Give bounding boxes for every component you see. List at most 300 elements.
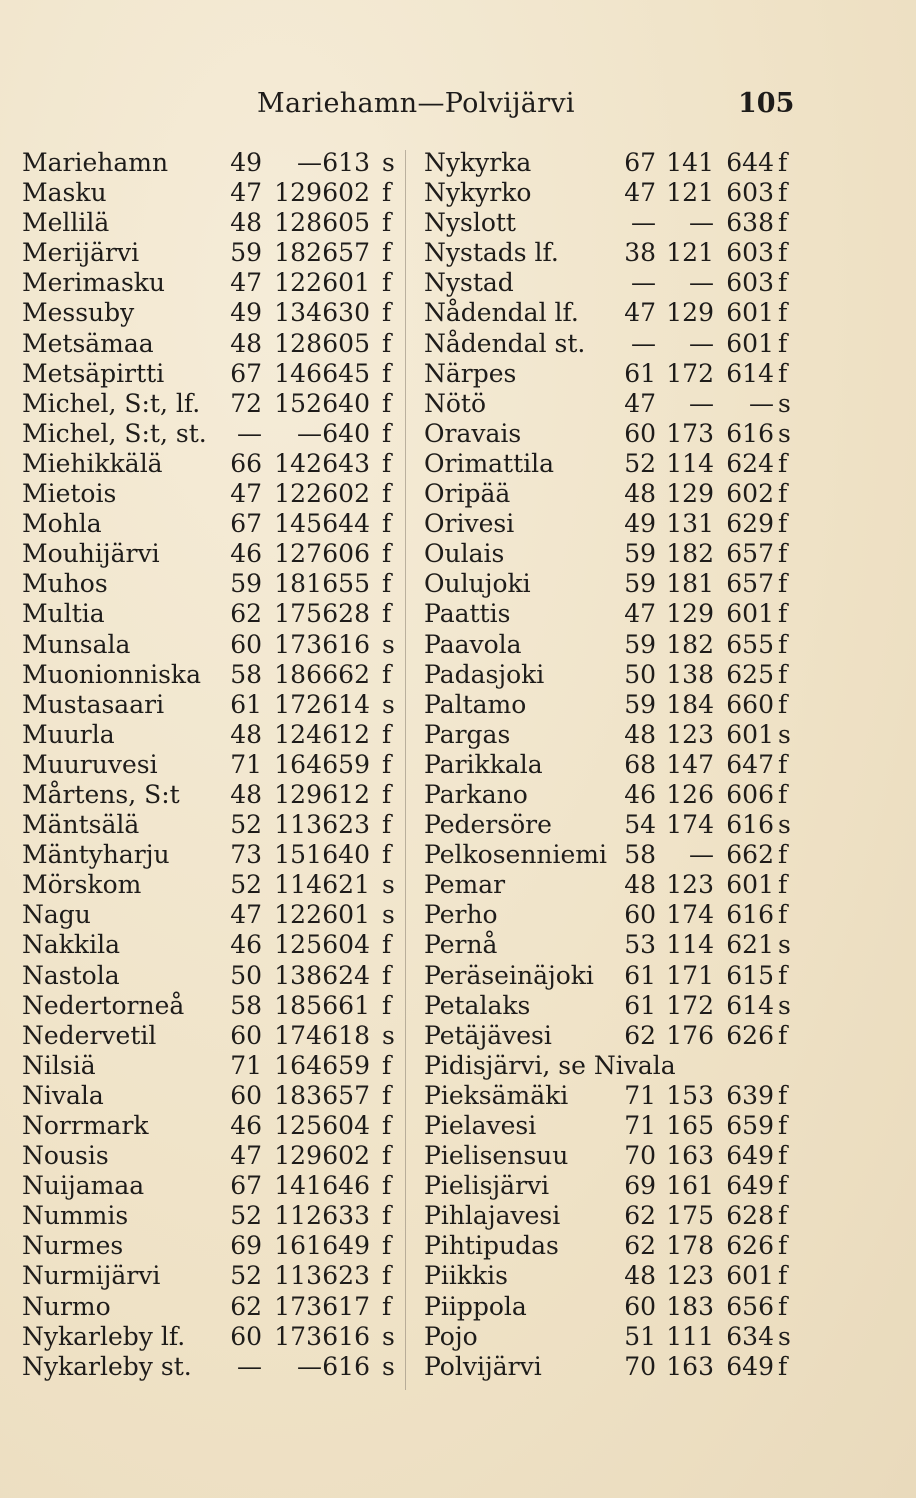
value-b: 113 [274,810,322,840]
place-name: Mariehamn [22,148,169,177]
value-a: 60 [230,1020,262,1050]
value-b: 176 [666,1020,714,1050]
value-c: 643 [322,448,370,478]
page-title: Mariehamn—Polvijärvi [257,88,575,119]
value-d: f [382,448,392,478]
value-b: 164 [274,1050,322,1080]
value-b: 163 [666,1351,714,1381]
value-d: f [382,418,392,448]
value-b: 141 [666,148,714,177]
value-c: 655 [726,629,774,659]
place-name: Petalaks [424,990,531,1020]
value-b: 138 [666,659,714,689]
value-c: 634 [726,1321,774,1351]
value-b: 113 [274,1261,322,1291]
value-a: 62 [624,1231,656,1261]
value-b: 181 [274,569,322,599]
value-c: 621 [726,930,774,960]
place-name: Paattis [424,599,511,629]
value-d: f [778,1291,788,1321]
place-name: Mäntsälä [22,810,140,840]
value-c: 601 [726,870,774,900]
value-a: — [631,208,656,238]
value-d: f [382,268,392,298]
value-c: 617 [322,1291,370,1321]
place-name: Mouhijärvi [22,539,160,569]
value-c: 616 [726,418,774,448]
value-d: s [778,418,791,448]
place-name: Nilsiä [22,1050,96,1080]
value-b: 121 [666,178,714,208]
place-name: Pelkosenniemi [424,840,608,870]
value-d: f [778,1171,788,1201]
value-c: 649 [726,1171,774,1201]
value-c: 616 [726,900,774,930]
value-c: 602 [322,178,370,208]
value-c: 601 [322,900,370,930]
page-header [0,88,916,128]
value-a: 59 [230,238,262,268]
value-a: 59 [624,569,656,599]
value-b: 125 [274,930,322,960]
value-d: f [382,1261,392,1291]
value-d: f [382,1141,392,1171]
value-a: — [631,328,656,358]
value-c: 644 [726,148,774,177]
value-d: f [382,298,392,328]
value-c: 601 [726,599,774,629]
value-a: 50 [230,960,262,990]
value-b: 183 [666,1291,714,1321]
value-a: 60 [230,1080,262,1110]
place-name: Nivala [22,1080,104,1110]
place-name: Pemar [424,870,506,900]
value-b: 184 [666,689,714,719]
value-b: 173 [666,418,714,448]
value-a: 47 [230,1141,262,1171]
value-d: f [778,1231,788,1261]
place-name: Mörskom [22,870,142,900]
value-d: f [778,900,788,930]
place-name: Messuby [22,298,135,328]
value-c: 615 [726,960,774,990]
value-b: 134 [274,298,322,328]
value-b: 147 [666,749,714,779]
value-d: s [778,990,791,1020]
value-c: 655 [322,569,370,599]
value-d: f [778,1141,788,1171]
value-c: 601 [726,298,774,328]
value-b: 163 [666,1141,714,1171]
value-b: — [689,208,714,238]
value-d: s [382,870,395,900]
place-name: Paavola [424,629,522,659]
value-b: 182 [666,539,714,569]
place-name: Oulais [424,539,505,569]
value-c: 604 [322,1111,370,1140]
value-b: 122 [274,900,322,930]
value-b: 127 [274,539,322,569]
place-name: Nykarleby st. [22,1351,192,1381]
value-a: 47 [624,298,656,328]
value-b: 186 [274,659,322,689]
place-name: Piippola [424,1291,527,1321]
place-name: Oulujoki [424,569,531,599]
value-d: f [778,208,788,238]
value-b: 141 [274,1171,322,1201]
value-a: — [237,1351,262,1381]
place-name: Pargas [424,719,511,749]
value-d: f [778,238,788,268]
value-c: 624 [726,448,774,478]
value-d: s [778,810,791,840]
value-a: 69 [230,1231,262,1261]
value-c: 626 [726,1231,774,1261]
value-c: 612 [322,779,370,809]
value-a: 60 [230,629,262,659]
value-b: — [689,840,714,870]
value-a: 71 [230,749,262,779]
value-c: 612 [322,719,370,749]
place-name: Michel, S:t, st. [22,418,207,448]
place-name: Miehikkälä [22,448,163,478]
value-a: 52 [230,810,262,840]
value-a: 48 [230,719,262,749]
place-name: Nedervetil [22,1020,157,1050]
place-name: Perho [424,900,498,930]
value-a: 47 [230,479,262,509]
place-name: Norrmark [22,1111,149,1140]
value-d: f [382,1111,392,1140]
value-d: f [382,749,392,779]
place-name: Nastola [22,960,120,990]
value-a: 60 [624,900,656,930]
value-a: 60 [624,418,656,448]
value-d: f [382,1231,392,1261]
place-name: Polvijärvi [424,1351,542,1381]
value-c: 640 [322,418,370,448]
value-b: 123 [666,1261,714,1291]
value-b: — [689,328,714,358]
value-d: f [382,328,392,358]
value-b: 129 [666,599,714,629]
value-c: 628 [322,599,370,629]
value-b: 129 [274,779,322,809]
value-a: 48 [230,328,262,358]
value-c: 605 [322,208,370,238]
value-b: 161 [666,1171,714,1201]
value-c: 662 [322,659,370,689]
value-b: 124 [274,719,322,749]
value-c: 601 [726,719,774,749]
value-a: 58 [230,659,262,689]
value-d: s [382,629,395,659]
value-d: f [382,1050,392,1080]
place-name: Metsämaa [22,328,154,358]
place-name: Nykarleby lf. [22,1321,186,1351]
value-d: f [778,749,788,779]
place-name: Nousis [22,1141,109,1171]
place-name: Metsäpirtti [22,358,165,388]
value-d: f [778,870,788,900]
column-divider [405,150,406,1390]
place-name: Oravais [424,418,522,448]
value-b: 161 [274,1231,322,1261]
value-c: 647 [726,749,774,779]
value-a: 71 [624,1111,656,1140]
value-d: s [382,900,395,930]
value-c: 606 [322,539,370,569]
value-c: 656 [726,1291,774,1321]
value-b: 173 [274,1321,322,1351]
value-a: 58 [624,840,656,870]
value-b: 173 [274,1291,322,1321]
value-c: 659 [726,1111,774,1140]
value-c: 602 [726,479,774,509]
value-d: f [778,358,788,388]
place-name: Pihlajavesi [424,1201,561,1231]
value-d: f [778,479,788,509]
value-a: — [631,268,656,298]
place-name: Mårtens, S:t [22,779,180,809]
value-c: 657 [726,539,774,569]
place-name: Parikkala [424,749,543,779]
value-a: 48 [624,870,656,900]
value-a: 67 [230,509,262,539]
value-d: f [382,930,392,960]
value-d: f [382,509,392,539]
value-d: f [778,569,788,599]
value-a: 60 [624,1291,656,1321]
value-a: 49 [230,148,262,177]
value-d: f [778,1080,788,1110]
place-name: Padasjoki [424,659,545,689]
value-a: 48 [624,1261,656,1291]
value-d: s [778,388,791,418]
place-name: Michel, S:t, lf. [22,388,201,418]
place-name: Nakkila [22,930,120,960]
value-b: 182 [666,629,714,659]
value-c: 613 [322,148,370,177]
place-name: Merimasku [22,268,166,298]
value-b: 129 [274,178,322,208]
place-name: Nummis [22,1201,129,1231]
value-c: 644 [322,509,370,539]
place-name: Muhos [22,569,108,599]
value-a: 47 [624,388,656,418]
value-a: 49 [624,509,656,539]
value-a: 69 [624,1171,656,1201]
value-c: 659 [322,749,370,779]
value-b: 128 [274,208,322,238]
value-c: 601 [322,268,370,298]
value-d: f [778,840,788,870]
value-b: 175 [666,1201,714,1231]
value-a: 59 [624,689,656,719]
value-a: 48 [624,719,656,749]
place-name: Mellilä [22,208,110,238]
value-b: 114 [666,930,714,960]
value-b: 128 [274,328,322,358]
place-name: Nedertorneå [22,990,185,1020]
value-d: f [382,569,392,599]
value-b: 112 [274,1201,322,1231]
value-c: 605 [322,328,370,358]
value-a: 52 [230,870,262,900]
value-b: 121 [666,238,714,268]
place-name: Nådendal st. [424,328,586,358]
value-d: f [778,1261,788,1291]
value-a: 46 [230,930,262,960]
value-a: 47 [624,599,656,629]
value-c: 616 [726,810,774,840]
value-d: f [382,840,392,870]
value-c: 660 [726,689,774,719]
place-name: Masku [22,178,107,208]
value-c: 640 [322,840,370,870]
value-d: f [382,1201,392,1231]
value-d: f [778,148,788,177]
place-name: Parkano [424,779,528,809]
value-a: 52 [230,1261,262,1291]
place-name: Petäjävesi [424,1020,552,1050]
place-name: Pielisjärvi [424,1171,550,1201]
place-name: Nötö [424,388,487,418]
value-a: 47 [230,268,262,298]
value-d: s [382,148,395,177]
place-name: Orimattila [424,448,555,478]
value-b: 126 [666,779,714,809]
value-d: f [778,539,788,569]
value-d: f [382,1080,392,1110]
value-a: 60 [230,1321,262,1351]
value-d: f [778,1351,788,1381]
value-d: f [778,509,788,539]
place-name: Paltamo [424,689,527,719]
value-b: 183 [274,1080,322,1110]
value-d: f [382,238,392,268]
place-name: Närpes [424,358,517,388]
value-c: 640 [322,388,370,418]
value-b: 129 [666,479,714,509]
value-c: 645 [322,358,370,388]
place-name: Pedersöre [424,810,552,840]
value-c: 649 [726,1141,774,1171]
value-b: 123 [666,719,714,749]
place-name: Nådendal lf. [424,298,579,328]
place-name: Mietois [22,479,117,509]
value-b: 152 [274,388,322,418]
place-name: Munsala [22,629,131,659]
value-b: 171 [666,960,714,990]
value-b: 146 [274,358,322,388]
value-c: 601 [726,1261,774,1291]
value-c: 626 [726,1020,774,1050]
value-b: 129 [666,298,714,328]
value-a: 48 [624,479,656,509]
value-d: f [382,178,392,208]
value-c: 649 [322,1231,370,1261]
place-name: Muuruvesi [22,749,158,779]
place-name: Nystads lf. [424,238,559,268]
value-a: 66 [230,448,262,478]
value-c: 624 [322,960,370,990]
value-b: — [297,1351,322,1381]
value-c: 602 [322,1141,370,1171]
value-b: 111 [666,1321,714,1351]
value-d: f [778,960,788,990]
place-name: Nykyrka [424,148,532,177]
place-name: Merijärvi [22,238,140,268]
value-c: 616 [322,1321,370,1351]
value-a: 59 [230,569,262,599]
value-d: s [382,689,395,719]
place-name: Peräseinäjoki [424,960,594,990]
value-a: 46 [230,1111,262,1140]
value-c: 603 [726,238,774,268]
value-b: 165 [666,1111,714,1140]
value-c: 616 [322,1351,370,1381]
value-c: 639 [726,1080,774,1110]
value-c: 621 [322,870,370,900]
value-b: 174 [274,1020,322,1050]
value-c: 601 [726,328,774,358]
value-c: 638 [726,208,774,238]
value-d: s [778,1321,791,1351]
place-name: Multia [22,599,105,629]
value-d: f [778,1020,788,1050]
value-a: 61 [624,960,656,990]
place-name: Nyslott [424,208,516,238]
value-b: 172 [274,689,322,719]
value-b: 182 [274,238,322,268]
value-c: 633 [322,1201,370,1231]
value-a: 61 [624,990,656,1020]
value-d: f [778,779,788,809]
value-a: 47 [230,900,262,930]
value-b: 122 [274,479,322,509]
value-b: — [297,418,322,448]
place-name: Muurla [22,719,115,749]
value-a: 62 [624,1201,656,1231]
place-name: Oripää [424,479,511,509]
value-a: 62 [230,599,262,629]
value-d: f [382,358,392,388]
value-d: f [382,1291,392,1321]
value-a: 61 [624,358,656,388]
value-b: 145 [274,509,322,539]
value-c: 657 [322,238,370,268]
value-a: 54 [624,810,656,840]
value-a: 73 [230,840,262,870]
value-b: 122 [274,268,322,298]
value-a: 58 [230,990,262,1020]
value-c: 616 [322,629,370,659]
page-number: 105 [738,88,795,119]
place-name: Nagu [22,900,91,930]
place-name: Pernå [424,930,498,960]
value-a: 70 [624,1141,656,1171]
value-c: 603 [726,268,774,298]
value-a: 72 [230,388,262,418]
value-c: 659 [322,1050,370,1080]
place-name: Mäntyharju [22,840,170,870]
value-c: 618 [322,1020,370,1050]
value-a: 61 [230,689,262,719]
value-c: 649 [726,1351,774,1381]
place-name: Nuijamaa [22,1171,145,1201]
value-a: 52 [230,1201,262,1231]
